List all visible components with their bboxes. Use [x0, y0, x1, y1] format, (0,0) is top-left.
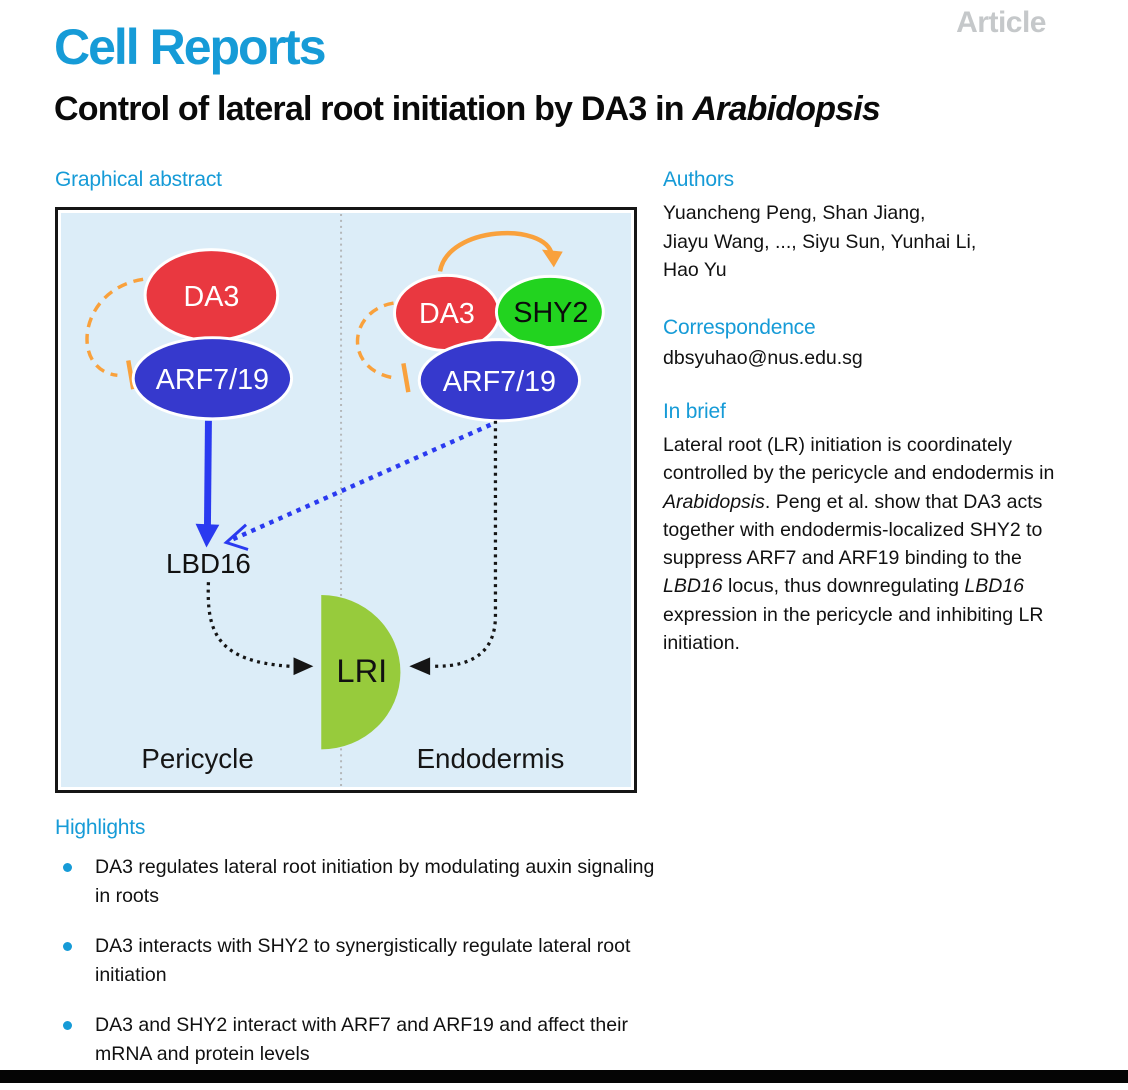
highlights-section — [55, 816, 675, 1090]
shy2-label: SHY2 — [513, 296, 589, 329]
graphical-abstract-box — [55, 207, 637, 793]
black-dotted-path-endodermis — [431, 421, 495, 666]
correspondence-email[interactable]: dbsyuhao@nus.edu.sg — [663, 347, 863, 369]
paper-title — [54, 90, 1064, 129]
blue-dotted-arrow-shaft — [232, 425, 490, 540]
da3-shy2-arc-head — [542, 250, 563, 268]
pericycle-label: Pericycle — [141, 743, 254, 775]
highlight-item — [55, 932, 655, 989]
author-line: Jiayu Wang, ..., Siyu Sun, Yunhai Li, — [663, 230, 977, 253]
endodermis-label: Endodermis — [416, 743, 565, 775]
black-arrow-head-endodermis — [409, 657, 430, 675]
da3-shy2-arc — [440, 233, 552, 271]
black-dotted-path-pericycle — [208, 582, 289, 666]
lri-label: LRI — [336, 652, 388, 690]
title-species-italic: Arabidopsis — [692, 90, 881, 128]
inhibition-tbar-endodermis — [403, 363, 408, 392]
in-brief-heading: In brief — [663, 400, 726, 423]
graphical-abstract-heading: Graphical abstract — [55, 168, 222, 191]
author-line: Hao Yu — [663, 259, 727, 281]
highlight-item — [55, 853, 655, 910]
activation-arrow-shaft — [207, 421, 208, 528]
authors-heading: Authors — [663, 168, 734, 191]
highlight-text: DA3 interacts with SHY2 to synergistically regulate lateral root initiation — [95, 935, 631, 986]
in-brief-text: Lateral root (LR) initiation is coordinately controlled by the pericycle and endodermis in Arabidopsis. Peng et al. show that DA3 acts together with endodermis-localized SHY2 to suppress ARF7 and ARF19 binding to the LBD16 locus, thus downregulating LBD16 expression in the pericycle and inhibiting LR initiation. — [663, 434, 1055, 655]
highlights-list — [55, 853, 675, 1068]
inhibition-arc-endodermis — [358, 303, 397, 378]
lbd16-label: LBD16 — [166, 548, 251, 580]
arf719-label-endodermis: ARF7/19 — [442, 366, 557, 399]
bullet-icon — [63, 1021, 72, 1030]
black-arrow-head-pericycle — [294, 657, 314, 675]
article-type-label: Article — [956, 6, 1046, 39]
highlight-text: DA3 and SHY2 interact with ARF7 and ARF19 and affect their mRNA and protein levels — [95, 1014, 628, 1065]
inhibition-arc-pericycle — [87, 279, 143, 375]
title-text: Control of lateral root initiation by DA3 in — [54, 90, 693, 128]
bullet-icon — [63, 942, 72, 951]
author-line: Yuancheng Peng, Shan Jiang, — [663, 202, 926, 224]
footer-bar — [0, 1070, 1128, 1083]
highlights-heading: Highlights — [55, 816, 146, 839]
activation-arrow-head — [196, 524, 220, 548]
authors-list — [663, 199, 976, 285]
pathway-diagram — [58, 210, 634, 790]
highlight-item — [55, 1011, 655, 1068]
journal-logo: Cell Reports — [54, 19, 325, 75]
da3-label-pericycle: DA3 — [183, 281, 240, 314]
arf719-label-pericycle: ARF7/19 — [155, 364, 270, 397]
da3-label-endodermis: DA3 — [419, 297, 475, 330]
correspondence-heading: Correspondence — [663, 316, 816, 339]
bullet-icon — [63, 863, 72, 872]
highlight-text: DA3 regulates lateral root initiation by modulating auxin signaling in roots — [95, 856, 655, 907]
